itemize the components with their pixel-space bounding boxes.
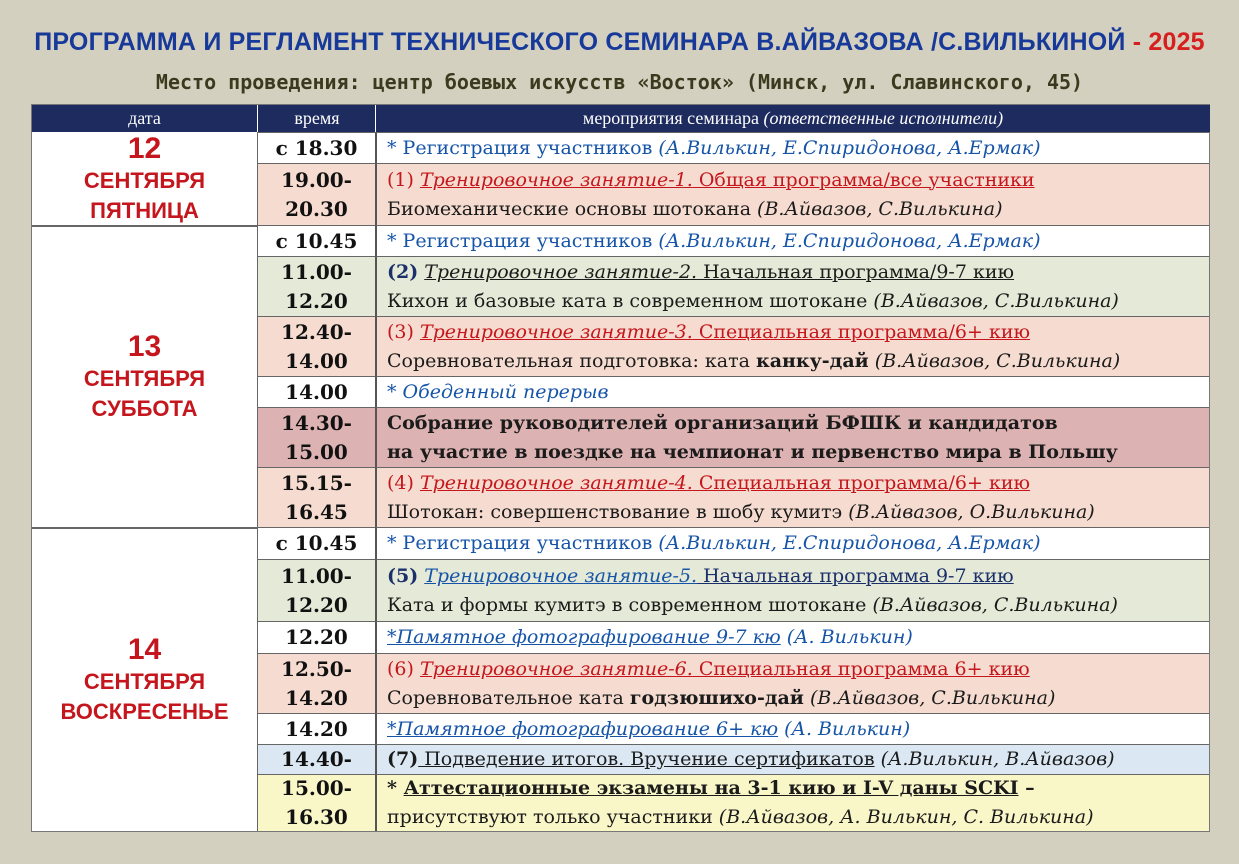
event-cell: (5) Тренировочное занятие-5. Начальная программа 9-7 кию Ката и формы кумитэ в современном шотокане (В.Айвазов, С.Вилькина) <box>375 559 1209 621</box>
event-cell: * Регистрация участников (А.Вилькин, Е.Спиридонова, А.Ермак) <box>375 225 1209 256</box>
time-cell: 14.40- <box>257 744 375 774</box>
header-time: время <box>257 105 376 132</box>
header-events: мероприятия семинара (ответственные исполнители) <box>375 105 1210 132</box>
time-cell: 15.15- 16.45 <box>257 467 375 527</box>
time-cell: 12.50- 14.20 <box>257 653 375 713</box>
event-cell: * Регистрация участников (А.Вилькин, Е.Спиридонова, А.Ермак) <box>375 132 1209 163</box>
time-cell: 12.40- 14.00 <box>257 316 375 376</box>
event-cell: *Памятное фотографирование 9-7 кю (А. Вилькин) <box>375 621 1209 653</box>
header-date: дата <box>32 105 257 132</box>
date-block-12: 12 СЕНТЯБРЯ ПЯТНИЦА <box>83 131 206 223</box>
time-cell: 19.00- 20.30 <box>257 163 375 225</box>
time-cell: 11.00- 12.20 <box>257 256 375 316</box>
title-year: - 2025 <box>1132 28 1205 56</box>
time-cell: с 10.45 <box>257 225 375 256</box>
venue-line: Место проведения: центр боевых искусств «Восток» (Минск, ул. Славинского, 45) <box>155 70 1084 94</box>
event-cell: (6) Тренировочное занятие-6. Специальная программа 6+ кию Соревновательное ката годзюшихо-дай (В.Айвазов, С.Вилькина) <box>375 653 1209 713</box>
time-cell: 14.20 <box>257 713 375 744</box>
event-cell: *Памятное фотографирование 6+ кю (А. Вилькин) <box>375 713 1209 744</box>
time-cell: с 18.30 <box>257 132 375 163</box>
time-cell: 12.20 <box>257 621 375 653</box>
event-cell: * Регистрация участников (А.Вилькин, Е.Спиридонова, А.Ермак) <box>375 527 1209 559</box>
event-cell: (1) Тренировочное занятие-1. Общая программа/все участники Биомеханические основы шотокана (В.Айвазов, С.Вилькина) <box>375 163 1209 225</box>
event-cell: (2) Тренировочное занятие-2. Начальная программа/9-7 кию Кихон и базовые ката в современном шотокане (В.Айвазов, С.Вилькина) <box>375 256 1209 316</box>
date-block-14: 14 СЕНТЯБРЯ ВОСКРЕСЕНЬЕ <box>32 527 257 831</box>
page-title: ПРОГРАММА И РЕГЛАМЕНТ ТЕХНИЧЕСКОГО СЕМИНАРА В.АЙВАЗОВА /С.ВИЛЬКИНОЙ - 2025 <box>34 28 1205 56</box>
event-cell: Собрание руководителей организаций БФШК и кандидатов на участие в поездке на чемпионат и первенство мира в Польшу <box>375 407 1209 467</box>
time-cell: 14.00 <box>257 376 375 407</box>
event-cell: * Обеденный перерыв <box>375 376 1209 407</box>
event-cell: * Аттестационные экзамены на 3-1 кию и I-V даны SCKI – присутствуют только участники (В.Айвазов, А. Вилькин, С. Вилькина) <box>375 774 1209 831</box>
time-cell: 11.00- 12.20 <box>257 559 375 621</box>
date-block-13: 13 СЕНТЯБРЯ СУББОТА <box>32 225 257 527</box>
time-cell: 14.30- 15.00 <box>257 407 375 467</box>
event-cell: (4) Тренировочное занятие-4. Специальная программа/6+ кию Шотокан: совершенствование в шобу кумитэ (В.Айвазов, О.Вилькина) <box>375 467 1209 527</box>
event-cell: (7) Подведение итогов. Вручение сертификатов (А.Вилькин, В.Айвазов) <box>375 744 1209 774</box>
time-cell: с 10.45 <box>257 527 375 559</box>
schedule-table <box>31 104 1210 832</box>
event-cell: (3) Тренировочное занятие-3. Специальная программа/6+ кию Соревновательная подготовка: ката канку-дай (В.Айвазов, С.Вилькина) <box>375 316 1209 376</box>
time-cell: 15.00- 16.30 <box>257 774 375 831</box>
